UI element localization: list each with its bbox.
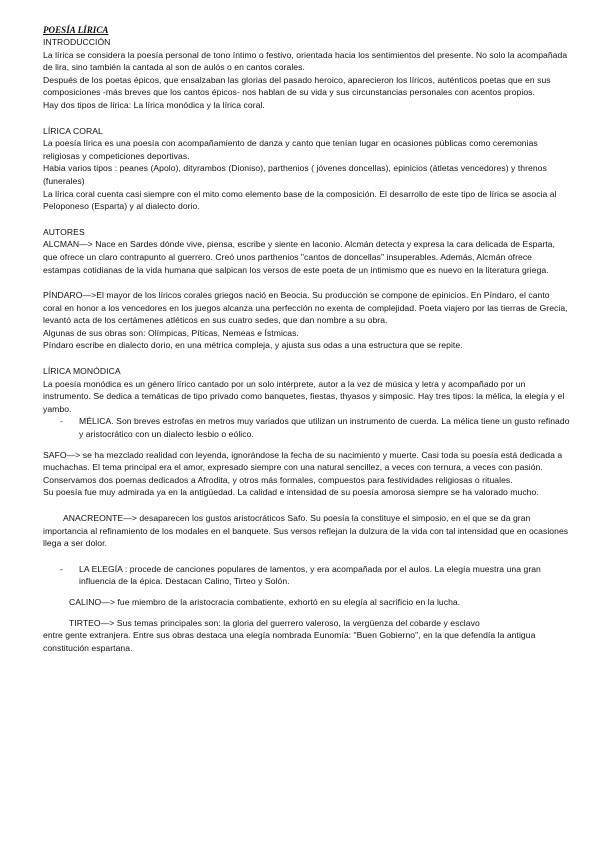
safo-paragraph-1: SAFO—> se ha mezclado realidad con leyenda, ignorándose la fecha de su nacimiento y muerte. Casi toda su poesía está dedicada a muchachas. El tema principal era el amor, expresado siempre con una natural sencillez, a veces con ternura, a veces con pasión. Conservamos dos poemas dedicados a Afrodita, y otros más formales, compuestos para festividades religiosas o rituales. — [43, 449, 563, 485]
page-title: POESÍA LÍRICA — [43, 25, 109, 35]
anacreonte-paragraph-2: importancia al refinamiento de los modales en el banquete. Sus versos reflejan la dulzura de la vida con tal intensidad que en ocasiones llega a ser dolor. — [43, 525, 569, 549]
pindaro-paragraph-2: Algunas de sus obras son: Olímpicas, Píticas, Nemeas e Ístmicas. — [43, 327, 299, 338]
tirteo-paragraph-2: entre gente extranjera. Entre sus obras destaca una elegía nombrada Eunomía: "Buen Gobierno", en la que defendía la antigua constitución espartana. — [43, 630, 536, 653]
anacreonte-paragraph-1: ANACREONTE—> desaparecen los gustos aristocráticos Safo. Su poesía la constituye el simposio, en el que se da gran — [63, 513, 531, 523]
safo-paragraph-2: Su poesía fue muy admirada ya en la antigüedad. La calidad e intensidad de su poesía amorosa siempre se ha valorado mucho. — [43, 487, 539, 498]
coral-paragraph-2: Habia varios tipos : peanes (Apolo), dityrambos (Dioniso), parthenios ( jóvenes doncellas), epinicios (átletas vencedores) y threnos (funerales) — [43, 163, 547, 186]
monodica-heading: LÍRICA MONÓDICA — [43, 366, 121, 377]
coral-paragraph-3: La lírica coral cuenta casi siempre con el mito como elemento base de la composición. El desarrollo de este tipo de lírica se asocia al Peloponeso (Esparta) y al dialecto dorio. — [43, 188, 557, 212]
intro-paragraph-2: Después de los poetas épicos, que ensalzaban las glorias del pasado heroico, aparecieron los líricos, auténticos poetas que en sus composiciones -más breves que los cantos épicos- nos hablan de su vida y sus circunstancias personales con acentos propios. — [43, 74, 551, 98]
coral-paragraph-1: La poesía lírica es una poesía con acompañamiento de danza y canto que tenían lugar en ocasiones públicas como ceremonias religiosas y competiciones deportivas. — [43, 138, 538, 161]
intro-paragraph-1: La lírica se considera la poesía personal de tono íntimo o festivo, orientada hacia los sentimientos del presente. No solo la acompañada de lira, sino también la cantada al son de aulós o en cantos corales. — [43, 49, 568, 73]
intro-paragraph-3: Hay dos tipos de lírica: La lírica monódica y la lírica coral. — [43, 99, 265, 110]
calino-paragraph: CALINO—> fue miembro de la aristocracia combatiente, exhortó en su elegía al sacrificio en la lucha. — [69, 596, 461, 607]
intro-heading: INTRODUCCIÓN — [43, 37, 111, 47]
monodica-paragraph: La poesía monódica es un género lírico cantado por un solo intérprete, autor a la vez de música y letra y acompañado por un instrumento. Se dedica a temáticas de tipo privado como banquetes, fiestas, thyasos y simposic. Hay tres tipos: la mélica, la elegía y el yambo. — [43, 378, 565, 414]
elegia-bullet: - LA ELEGÍA : procede de canciones populares de lamentos, y era acompañada por el aulos. La elegía muestra una gran influencia de la épica. Destacan Calino, Tirteo y Solón. — [43, 563, 570, 588]
pindaro-paragraph-1: PÍNDARO—>El mayor de los líricos corales griegos nació en Beocia. Su producción se compone de epinicios. En Píndaro, el canto coral en honor a los vencedores en los juegos alcanza una perfección no exenta de complejidad. Poeta viajero por las tierras de Grecia, levantó acta de los certámenes atléticos en sus cuatro sedes, que dan nombre a su obra. — [43, 290, 568, 326]
pindaro-paragraph-3: Píndaro escribe en dialecto dorio, en una métrica compleja, y ajusta sus odas a una estructura que se repite. — [43, 340, 463, 351]
autores-heading: AUTORES — [43, 226, 85, 237]
melica-bullet: - MÉLICA. Son breves estrofas en metros muy variados que utilizan un instrumento de cuerda. La mélica tiene un gusto refinado y aristocrático con un dialecto lesbio o eólico. — [43, 415, 570, 440]
tirteo-paragraph-1: TIRTEO—> Sus temas principales son: la gloria del guerrero valeroso, la vergüenza del cobarde y esclavo — [69, 617, 480, 628]
coral-heading: LÍRICA CORAL — [43, 125, 103, 136]
alcman-paragraph: ALCMAN—> Nace en Sardes dónde vive, piensa, escribe y siente en laconio. Alcmán detecta y expresa la cara delicada de Esparta, que ofrece un claro contrapunto al guerrero. Creó unos parthenios "cantos de doncellas" insuperables. Además, Alcmán ofrece estampas cotidianas de la vida humana que salpican los versos de este poeta de un intimismo que es nuevo en la literatura griega. — [43, 239, 555, 275]
